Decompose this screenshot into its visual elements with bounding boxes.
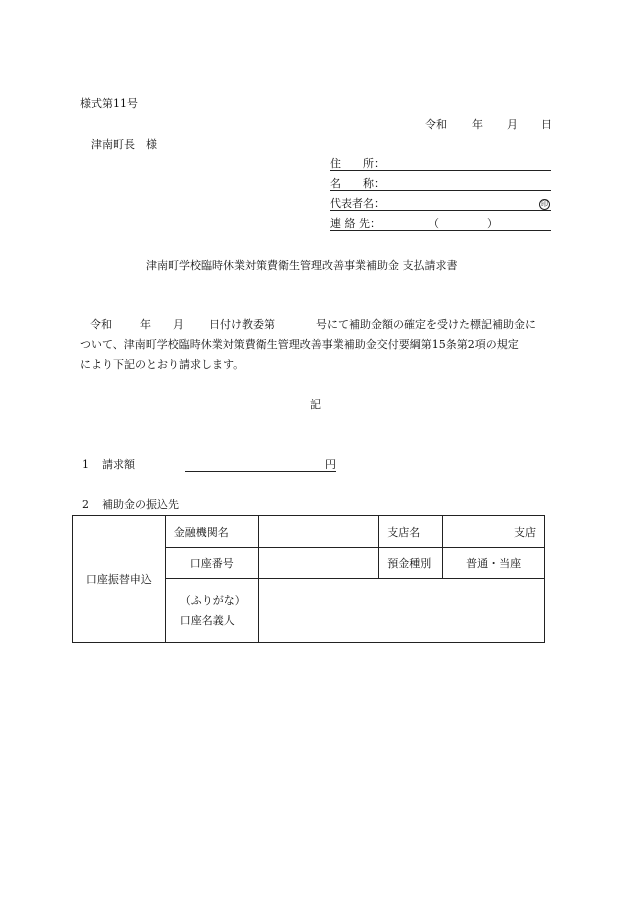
seal-mark: 印 [541,200,548,208]
branch-name-input[interactable] [443,516,545,548]
account-holder-input[interactable] [258,579,544,643]
account-number-input[interactable] [258,548,379,579]
contact-paren-close: ） [487,217,498,230]
request-amount-field-line[interactable] [185,471,336,472]
deposit-type-value[interactable]: 普通・当座 [443,548,545,579]
branch-suffix: 支店 [514,525,536,539]
item1-unit: 円 [325,458,336,471]
body-line-3: により下記のとおり請求します。 [80,358,245,371]
account-holder-label: 口座名義人 [179,613,235,627]
name-label: 名 称： [330,177,385,190]
body-year: 年 [140,318,151,331]
date-year: 年 [472,118,483,131]
account-number-label: 口座番号 [165,548,258,579]
account-transfer-label: 口座振替申込 [73,516,166,643]
bank-name-input[interactable] [258,516,379,548]
body-paragraph [80,315,552,375]
date-day: 日 [541,118,552,131]
document-title: 津南町学校臨時休業対策費衛生管理改善事業補助金 支払請求書 [146,259,458,272]
date-era: 令和 [425,118,447,131]
furigana-label: （ふりがな） [179,593,246,607]
date-month: 月 [507,118,518,131]
account-holder-label-cell [165,579,258,643]
bank-name-label: 金融機関名 [165,516,258,548]
item1-number: 1 [82,458,89,471]
bank-transfer-table [72,515,545,643]
branch-name-label: 支店名 [379,516,443,548]
contact-label: 連 絡 先： [330,217,381,230]
ki-heading: 記 [310,398,321,411]
item1-label: 請求額 [102,458,135,471]
item2-number: 2 [82,498,89,511]
body-line-2: ついて、津南町学校臨時休業対策費衛生管理改善事業補助金交付要綱第15条第2項の規定 [80,338,519,351]
addressee: 津南町長 様 [91,138,157,151]
deposit-type-label: 預金種別 [379,548,443,579]
table-row [73,516,545,548]
body-era: 令和 [90,318,112,331]
item2-label: 補助金の振込先 [102,498,179,511]
body-line1-rest: 号にて補助金額の確定を受けた標記補助金に [316,318,536,331]
name-field-line[interactable] [330,190,551,191]
address-label: 住 所： [330,157,385,170]
body-month: 月 [173,318,184,331]
body-line-1 [80,315,552,335]
address-field-line[interactable] [330,170,551,171]
contact-paren-open: （ [428,217,439,230]
contact-field-line[interactable] [330,230,551,231]
representative-field-line[interactable] [330,210,551,211]
body-day-ref: 日付け教委第 [209,318,275,331]
form-number: 様式第11号 [80,97,138,110]
representative-label: 代表者名： [330,197,385,210]
